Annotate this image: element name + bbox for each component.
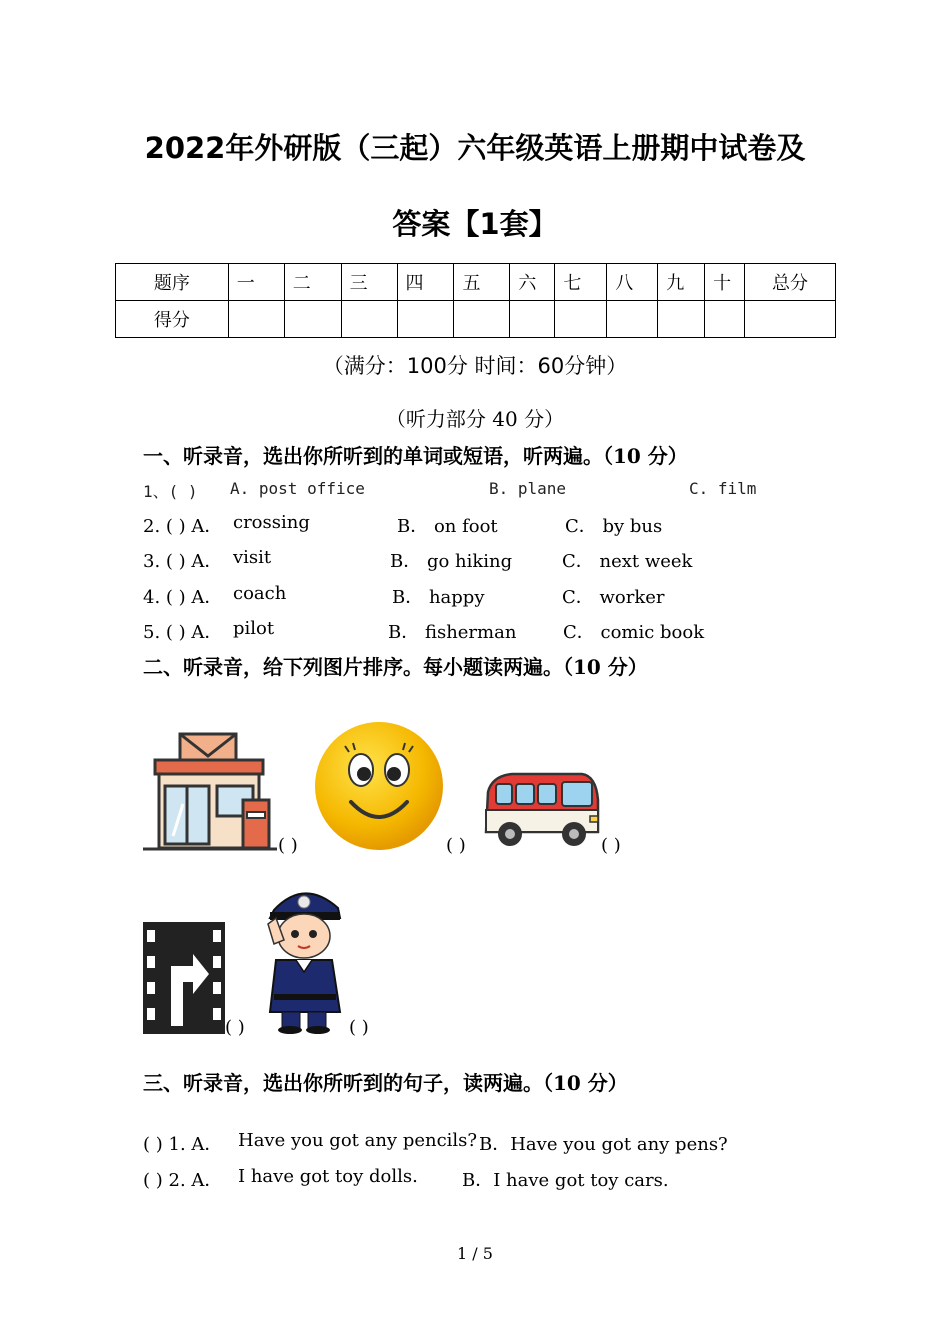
s3-q1-option-a: Have you got any pencils? [238,1130,478,1151]
score-cell[interactable] [510,301,555,338]
q5-number: 5. ( ) A． [143,622,223,643]
table-header-cell: 题序 [116,264,229,301]
q2-option-b: B． on foot [397,516,498,537]
listening-part-label: （听力部分 40 分） [385,407,565,431]
q4-option-a: coach [233,583,287,604]
s3-q1-number: ( ) 1. A． [143,1134,223,1155]
q1-number: 1、( ) [143,482,198,501]
table-header-cell: 总分 [745,264,836,301]
answer-blank[interactable]: ( ) [601,835,621,856]
answer-blank[interactable]: ( ) [446,835,466,856]
score-cell[interactable] [658,301,705,338]
q4-option-c: C． worker [562,587,665,608]
score-table-header-row [116,264,836,301]
page-title-line2: 答案【1套】 [392,207,558,241]
score-table-score-row [116,301,836,338]
table-header-cell: 七 [555,264,607,301]
page-title-line1: 2022年外研版（三起）六年级英语上册期中试卷及 [144,131,806,165]
q3-option-b: B． go hiking [390,551,513,572]
q2-option-c: C． by bus [565,516,663,537]
score-cell[interactable] [555,301,607,338]
answer-blank[interactable]: ( ) [349,1017,369,1038]
score-cell[interactable] [397,301,454,338]
table-header-cell: 二 [284,264,341,301]
q5-option-b: B． fisherman [388,622,517,643]
table-header-cell: 九 [658,264,705,301]
score-cell[interactable] [341,301,397,338]
exam-info: （满分：100分 时间：60分钟） [322,354,628,378]
q3-option-a: visit [233,547,272,568]
table-row-label: 得分 [116,301,229,338]
table-header-cell: 五 [454,264,510,301]
score-table [115,263,836,338]
q1-option-c: C. film [689,479,757,498]
post-office-icon [143,732,277,852]
table-header-cell: 八 [607,264,658,301]
q3-number: 3. ( ) A． [143,551,223,572]
s3-q2-option-a: I have got toy dolls. [238,1166,418,1187]
turn-right-sign-icon [143,922,225,1034]
q1-option-a: A. post office [230,479,365,498]
q4-option-b: B． happy [392,587,485,608]
s3-q1-option-b: B．Have you got any pens? [479,1134,728,1155]
q2-number: 2. ( ) A． [143,516,223,537]
policeman-icon [260,880,350,1034]
section2-heading: 二、听录音，给下列图片排序。每小题读两遍。（10 分） [143,655,648,679]
q5-option-c: C． comic book [563,622,705,643]
q4-number: 4. ( ) A． [143,587,223,608]
q2-option-a: crossing [233,512,310,533]
q3-option-c: C． next week [562,551,693,572]
score-cell[interactable] [705,301,745,338]
page-number: 1 / 5 [457,1244,493,1263]
table-header-cell: 六 [510,264,555,301]
q1-option-b: B. plane [489,479,567,498]
answer-blank[interactable]: ( ) [225,1017,245,1038]
score-cell[interactable] [228,301,284,338]
s3-q2-number: ( ) 2. A． [143,1170,223,1191]
table-header-cell: 一 [228,264,284,301]
smiley-face-icon [313,720,446,853]
q5-option-a: pilot [233,618,275,639]
table-header-cell: 四 [397,264,454,301]
s3-q2-option-b: B．I have got toy cars. [462,1170,669,1191]
table-header-cell: 十 [705,264,745,301]
score-cell[interactable] [284,301,341,338]
score-cell[interactable] [607,301,658,338]
score-cell[interactable] [454,301,510,338]
section1-heading: 一、听录音，选出你所听到的单词或短语，听两遍。（10 分） [143,444,688,468]
table-header-cell: 三 [341,264,397,301]
bus-icon [482,770,600,852]
score-cell[interactable] [745,301,836,338]
section3-heading: 三、听录音，选出你所听到的句子，读两遍。（10 分） [143,1071,628,1095]
answer-blank[interactable]: ( ) [278,835,298,856]
